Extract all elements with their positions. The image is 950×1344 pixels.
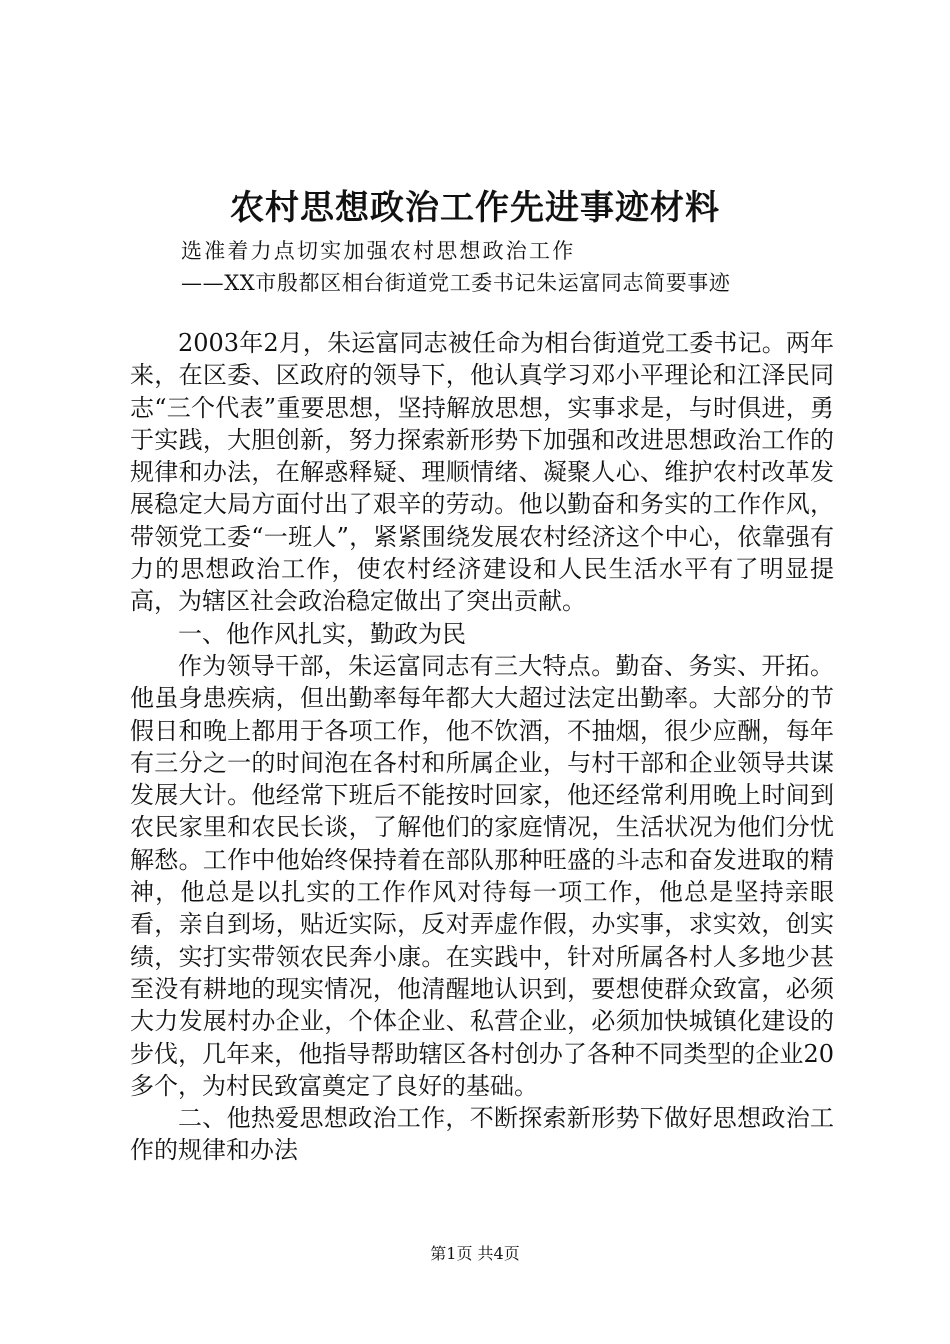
page-footer: 第1页 共4页 xyxy=(430,1244,520,1263)
subtitle-line-1: 选准着力点切实加强农村思想政治工作 xyxy=(181,239,576,263)
section-heading-2: 二、他热爱思想政治工作，不断探索新形势下做好思想政治工作的规律和办法 xyxy=(130,1104,834,1165)
paragraph-intro: 2003年2月，朱运富同志被任命为相台街道党工委书记。两年来，在区委、区政府的领导下，他认真学习邓小平理论和江泽民同志“三个代表”重要思想，坚持解放思想，实事求是，与时俱进，勇于实践，大胆创新，努力探索新形势下加强和改进思想政治工作的规律和办法，在解惑释疑、理顺情绪、凝聚人心、维护农村改革发展稳定大局方面付出了艰辛的劳动。他以勤奋和务实的工作作风，带领党工委“一班人”，紧紧围绕发展农村经济这个中心，依靠强有力的思想政治工作，使农村经济建设和人民生活水平有了明显提高，为辖区社会政治稳定做出了突出贡献。 xyxy=(130,329,834,616)
document-body xyxy=(130,327,834,1167)
document-title: 农村思想政治工作先进事迹材料 xyxy=(230,188,720,228)
subtitle-line-2: ——XX市殷都区相台街道党工委书记朱运富同志简要事迹 xyxy=(181,271,731,295)
paragraph-section-1: 作为领导干部，朱运富同志有三大特点。勤奋、务实、开拓。他虽身患疾病，但出勤率每年都大大超过法定出勤率。大部分的节假日和晚上都用于各项工作，他不饮酒，不抽烟，很少应酬，每年有三分之一的时间泡在各村和所属企业，与村干部和企业领导共谋发展大计。他经常下班后不能按时回家，他还经常利用晚上时间到农民家里和农民长谈，了解他们的家庭情况，生活状况为他们分忧解愁。工作中他始终保持着在部队那种旺盛的斗志和奋发进取的精神，他总是以扎实的工作作风对待每一项工作，他总是坚持亲眼看，亲自到场，贴近实际，反对弄虚作假，办实事，求实效，创实绩，实打实带领农民奔小康。在实践中，针对所属各村人多地少甚至没有耕地的现实情况，他清醒地认识到，要想使群众致富，必须大力发展村办企业，个体企业、私营企业，必须加快城镇化建设的步伐，几年来，他指导帮助辖区各村创办了各种不同类型的企业20多个，为村民致富奠定了良好的基础。 xyxy=(130,651,834,1100)
section-heading-1: 一、他作风扎实，勤政为民 xyxy=(178,619,466,648)
